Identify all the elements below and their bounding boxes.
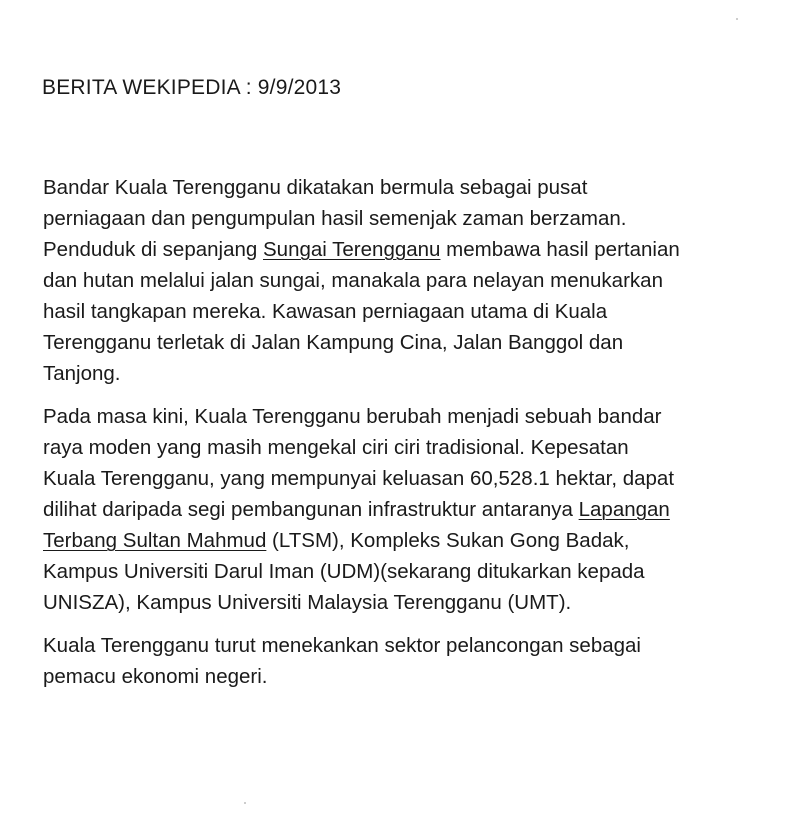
line-text: UNISZA), Kampus Universiti Malaysia Terengganu (UMT). — [43, 591, 572, 614]
text-line — [43, 172, 733, 203]
hyperlink[interactable]: Lapangan — [578, 498, 670, 521]
text-line — [43, 432, 733, 463]
paragraph-2 — [43, 401, 733, 618]
paragraph-3 — [43, 630, 733, 692]
text-line — [43, 265, 733, 296]
text-line — [43, 327, 733, 358]
text-line — [43, 234, 733, 265]
text-line — [43, 630, 733, 661]
line-text: raya moden yang masih mengekal ciri ciri tradisional. Kepesatan — [43, 436, 629, 459]
text-line — [43, 556, 733, 587]
line-text: Penduduk di sepanjang — [43, 238, 263, 261]
hyperlink[interactable]: Terbang Sultan Mahmud — [43, 529, 267, 552]
line-text: Tanjong. — [43, 362, 121, 385]
text-line — [43, 494, 733, 525]
text-line — [43, 296, 733, 327]
line-text: Pada masa kini, Kuala Terengganu berubah menjadi sebuah bandar — [43, 405, 662, 428]
text-line — [43, 463, 733, 494]
line-text: hasil tangkapan mereka. Kawasan perniagaan utama di Kuala — [43, 300, 608, 323]
line-text: Terengganu terletak di Jalan Kampung Cina, Jalan Banggol dan — [43, 331, 624, 354]
text-line — [43, 401, 733, 432]
text-line — [43, 661, 733, 692]
line-text: membawa hasil pertanian — [440, 238, 680, 261]
text-line — [43, 358, 733, 389]
scan-speck — [736, 18, 738, 20]
text-line — [43, 203, 733, 234]
line-text: Kuala Terengganu, yang mempunyai keluasan 60,528.1 hektar, dapat — [43, 467, 675, 490]
hyperlink[interactable]: Sungai Terengganu — [263, 238, 441, 261]
document-heading: BERITA WEKIPEDIA : 9/9/2013 — [42, 76, 342, 99]
document-body — [43, 172, 733, 704]
line-text: (LTSM), Kompleks Sukan Gong Badak, — [266, 529, 630, 552]
line-text: pemacu ekonomi negeri. — [43, 665, 268, 688]
line-text: Kampus Universiti Darul Iman (UDM)(sekarang ditukarkan kepada — [43, 560, 645, 583]
line-text: perniagaan dan pengumpulan hasil semenjak zaman berzaman. — [43, 207, 627, 230]
line-text: dilihat daripada segi pembangunan infrastruktur antaranya — [43, 498, 579, 521]
text-line — [43, 587, 733, 618]
text-line — [43, 525, 733, 556]
line-text: Kuala Terengganu turut menekankan sektor pelancongan sebagai — [43, 634, 641, 657]
paragraph-1 — [43, 172, 733, 389]
line-text: dan hutan melalui jalan sungai, manakala para nelayan menukarkan — [43, 269, 663, 292]
line-text: Bandar Kuala Terengganu dikatakan bermula sebagai pusat — [43, 176, 588, 199]
scan-speck — [244, 802, 246, 804]
